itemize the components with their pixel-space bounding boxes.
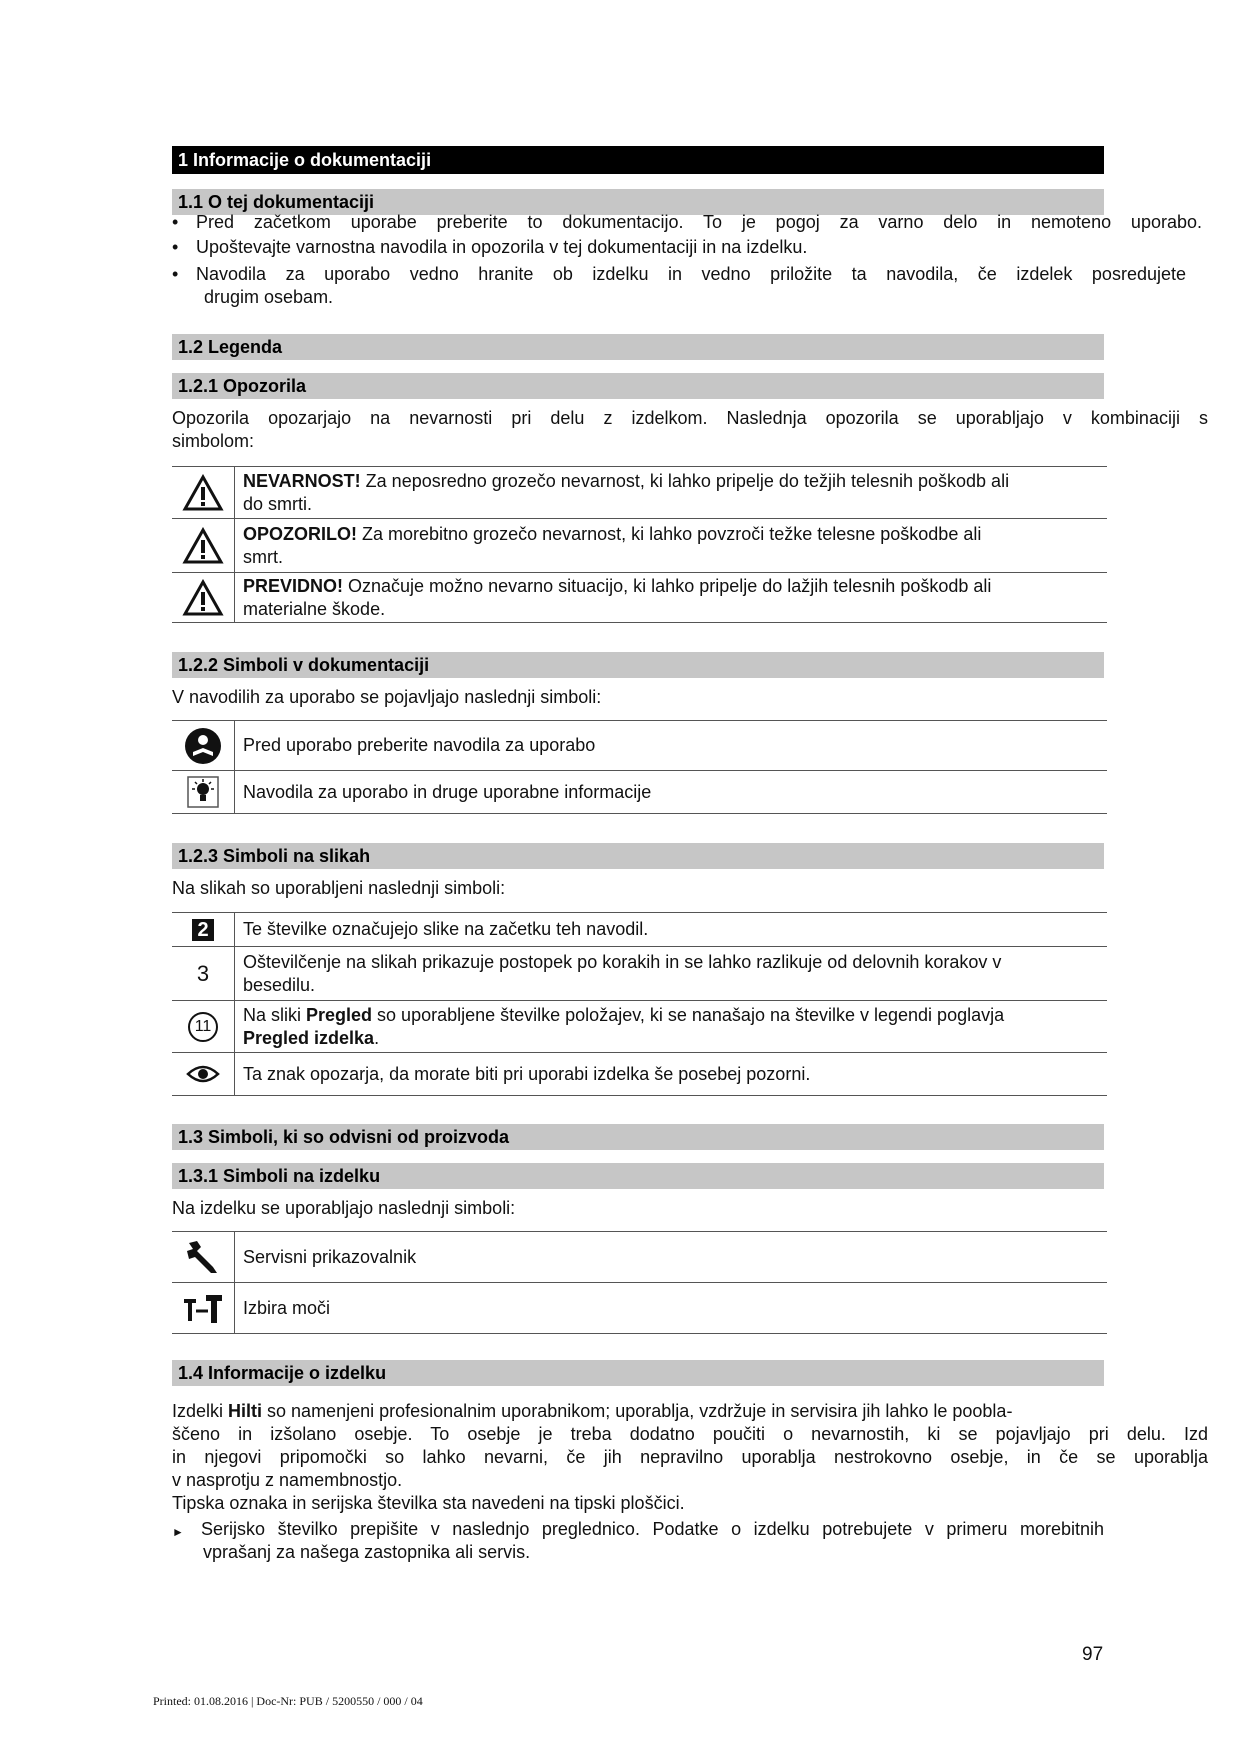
- symbol-row: [172, 947, 1107, 1001]
- warnings-intro-continued: simbolom:: [172, 431, 255, 451]
- doc-symbols-intro: V navodilih za uporabo se pojavljajo naslednji simboli:: [172, 687, 602, 707]
- warning-text-line: Za neposredno grozečo nevarnost, ki lahko pripelje do težjih telesnih poškodb ali: [360, 470, 1010, 491]
- symbol-description-line: Oštevilčenje na slikah prikazuje postopek po korakih in se lahko razlikuje od delovnih korakov v: [243, 951, 1002, 972]
- section-1-2-1-heading: 1.2.1 Opozorila: [172, 373, 1104, 399]
- warning-text-line: do smrti.: [243, 493, 313, 514]
- section-1-2-2-heading: 1.2.2 Simboli v dokumentaciji: [172, 652, 1104, 678]
- doc-symbols-table: [172, 720, 1107, 814]
- page-number: 97: [1082, 1644, 1104, 1665]
- torque-selection-icon: [172, 1283, 235, 1334]
- type-plate-paragraph: Tipska oznaka in serijska številka sta navedeni na tipski ploščici.: [172, 1493, 685, 1513]
- section-1-3-1-heading: 1.3.1 Simboli na izdelku: [172, 1163, 1104, 1189]
- bullet-text-continued: drugim osebam.: [204, 287, 334, 307]
- text-bold-part: Pregled: [306, 1004, 373, 1025]
- product-symbols-intro: Na izdelku se uporabljajo naslednji simboli:: [172, 1198, 516, 1218]
- read-manual-icon: [172, 721, 235, 771]
- text-part: Izdelki: [172, 1401, 229, 1421]
- section-1-2-3-heading: 1.2.3 Simboli na slikah: [172, 843, 1104, 869]
- figure-number-box-icon: [172, 913, 235, 947]
- instruction-text: Serijsko številko prepišite v naslednjo preglednico. Podatke o izdelku potrebujete v primeru morebitnih: [201, 1519, 1104, 1539]
- symbol-row: [172, 1001, 1107, 1053]
- symbol-description: Navodila za uporabo in druge uporabne informacije: [243, 781, 652, 802]
- section-1-3-heading: 1.3 Simboli, ki so odvisni od proizvoda: [172, 1124, 1104, 1150]
- product-info-paragraph: [172, 1400, 1212, 1423]
- section-1-2-heading: 1.2 Legenda: [172, 334, 1104, 360]
- symbol-description: [235, 1001, 1108, 1053]
- warning-row: [172, 519, 1107, 573]
- brand-name: Hilti: [228, 1401, 263, 1421]
- text-part: so uporabljene številke položajev, ki se nanašajo na številke v legendi poglavja: [372, 1004, 1005, 1025]
- warning-text-line: smrt.: [243, 546, 283, 567]
- product-info-paragraph-line: ščeno in izšolano osebje. To osebje je treba dodatno poučiti o nevarnostih, ki se pojavljajo pri delu. Izd: [172, 1424, 1208, 1444]
- warning-label: NEVARNOST!: [243, 470, 361, 491]
- position-number: 11: [188, 1012, 218, 1042]
- warnings-intro: Opozorila opozarjajo na nevarnosti pri delu z izdelkom. Naslednja opozorila se uporabljajo v kombinaciji s: [172, 408, 1208, 428]
- symbol-description: Izbira moči: [243, 1297, 331, 1318]
- symbol-row: [172, 1053, 1107, 1096]
- warning-row: [172, 573, 1107, 623]
- warning-triangle-icon: [172, 573, 235, 623]
- step-number-text: 3: [196, 960, 210, 986]
- bullet-dot: •: [172, 264, 179, 284]
- symbol-row: [172, 721, 1107, 771]
- bullet-text: Pred začetkom uporabe preberite to dokumentacijo. To je pogoj za varno delo in nemoteno uporabo.: [196, 212, 1202, 232]
- text-part: .: [374, 1027, 380, 1048]
- arrow-bullet-icon: ►: [172, 1525, 184, 1539]
- warnings-table: [172, 466, 1107, 623]
- warning-text: [235, 467, 1108, 519]
- product-info-paragraph-line: v nasprotju z namembnostjo.: [172, 1470, 403, 1490]
- symbol-row: [172, 913, 1107, 947]
- symbol-row: [172, 1232, 1107, 1283]
- product-symbols-table: [172, 1231, 1107, 1334]
- text-part: Na sliki: [243, 1004, 307, 1025]
- wrench-icon: [172, 1232, 235, 1283]
- symbol-description: Pred uporabo preberite navodila za uporabo: [243, 735, 596, 755]
- bullet-text: Navodila za uporabo vedno hranite ob izdelku in vedno priložite ta navodila, če izdelek posredujete: [196, 264, 1186, 284]
- bullet-text: Upoštevajte varnostna navodila in opozorila v tej dokumentaciji in na izdelku.: [196, 237, 808, 257]
- step-number: [172, 947, 235, 1001]
- warning-text-line: materialne škode.: [243, 598, 386, 619]
- warning-text-line: Označuje možno nevarno situacijo, ki lahko pripelje do lažjih telesnih poškodb ali: [343, 575, 992, 596]
- warning-triangle-icon: [172, 519, 235, 573]
- figure-symbols-intro: Na slikah so uporabljeni naslednji simboli:: [172, 878, 506, 898]
- warning-text-line: Za morebitno grozečo nevarnost, ki lahko povzroči težke telesne poškodbe ali: [357, 523, 982, 544]
- text-part: so namenjeni profesionalnim uporabnikom; uporablja, vzdržuje in servisira jih lahko le poobla-: [262, 1401, 1013, 1421]
- symbol-description-line: besedilu.: [243, 974, 316, 995]
- bullet-dot: •: [172, 237, 179, 257]
- warning-triangle-icon: [172, 467, 235, 519]
- warning-label: PREVIDNO!: [243, 575, 344, 596]
- text-bold-part: Pregled izdelka: [243, 1027, 375, 1048]
- symbol-description: [235, 947, 1108, 1001]
- bullet-dot: •: [172, 212, 179, 232]
- symbol-description: Ta znak opozarja, da morate biti pri uporabi izdelka še posebej pozorni.: [243, 1063, 811, 1084]
- symbol-row: [172, 771, 1107, 814]
- eye-icon: [172, 1053, 235, 1096]
- warning-text: [235, 573, 1108, 623]
- info-lightbulb-icon: [172, 771, 235, 814]
- symbol-description: Te številke označujejo slike na začetku teh navodil.: [243, 919, 649, 939]
- position-number-circle-icon: [172, 1001, 235, 1053]
- section-1-heading: 1 Informacije o dokumentaciji: [172, 146, 1104, 174]
- warning-label: OPOZORILO!: [243, 523, 357, 544]
- figure-symbols-table: [172, 912, 1107, 1096]
- symbol-description: Servisni prikazovalnik: [243, 1246, 417, 1267]
- product-info-paragraph-line: in njegovi pripomočki so lahko nevarni, če jih nepravilno uporablja nestrokovno osebje, in če se uporablja: [172, 1447, 1208, 1467]
- section-1-4-heading: 1.4 Informacije o izdelku: [172, 1360, 1104, 1386]
- figure-number-box: 2: [192, 919, 214, 941]
- instruction-text-continued: vprašanj za našega zastopnika ali servis.: [203, 1542, 531, 1562]
- warning-row: [172, 467, 1107, 519]
- section-1-1-heading: 1.1 O tej dokumentaciji: [172, 189, 1104, 215]
- warning-text: [235, 519, 1108, 573]
- symbol-row: [172, 1283, 1107, 1334]
- print-footer: Printed: 01.08.2016 | Doc-Nr: PUB / 5200550 / 000 / 04: [153, 1694, 423, 1708]
